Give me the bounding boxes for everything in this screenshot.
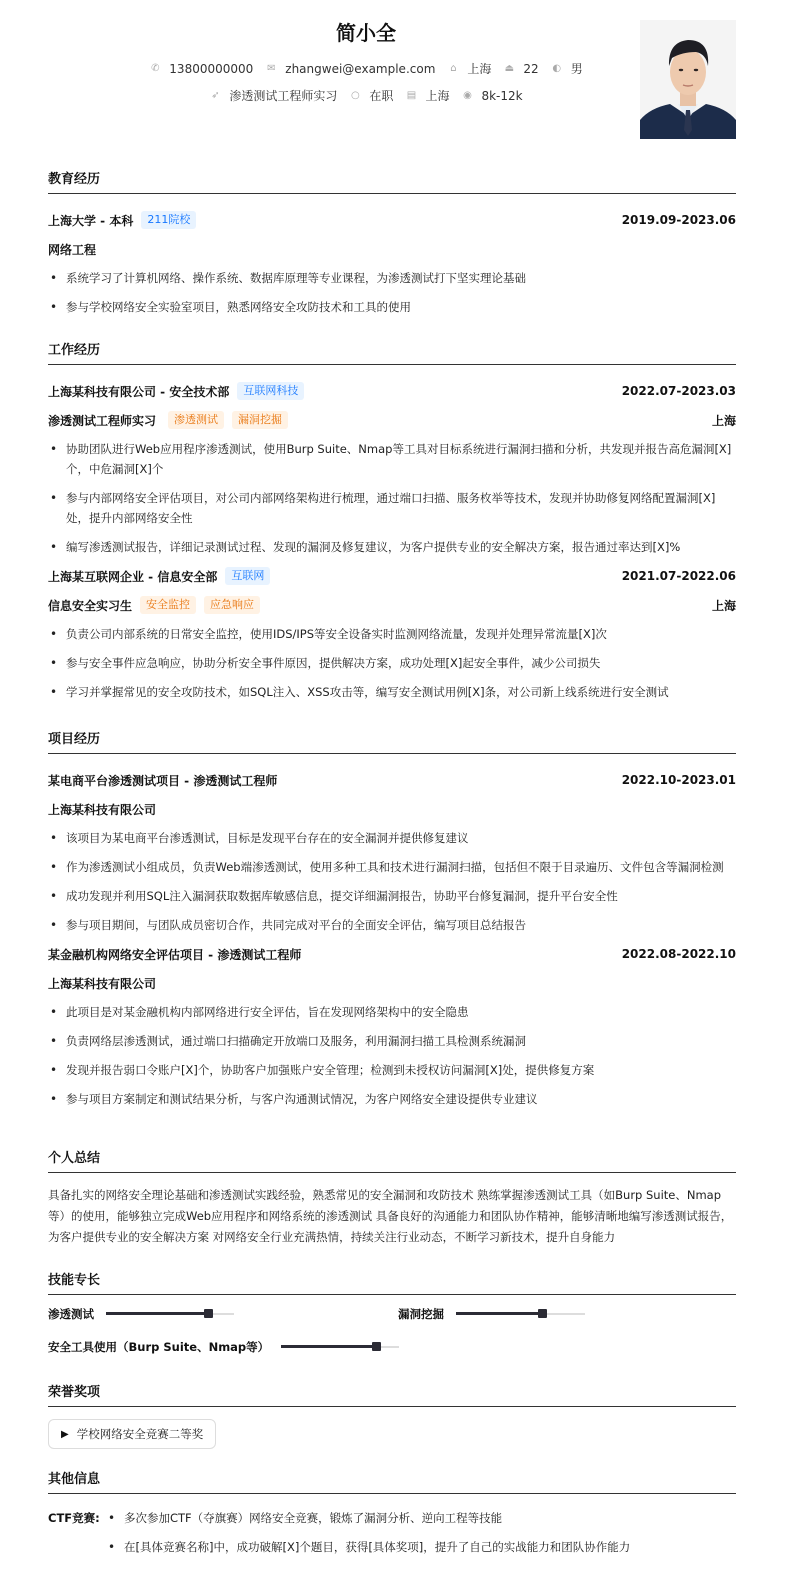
section-title-work: 工作经历 [48, 339, 736, 365]
target-job-value: 渗透测试工程师实习 [229, 89, 338, 103]
work-item [48, 381, 736, 557]
resume-page [48, 0, 736, 1554]
skill-name: 安全工具使用（Burp Suite、Nmap等） [48, 1340, 270, 1354]
project-bullets [48, 828, 736, 935]
gender-icon: ◐ [552, 63, 562, 74]
other-section [48, 1468, 736, 1566]
role-tag: 安全监控 [140, 596, 196, 614]
list-item: • 多次参加CTF（夺旗赛）网络安全竞赛，锻炼了漏洞分析、逆向工程等技能 [106, 1508, 736, 1528]
info-email [265, 62, 435, 76]
info-city [405, 87, 449, 104]
work-location: 上海 [711, 413, 736, 428]
target-job-icon: ➶ [211, 90, 220, 101]
candidate-name: 简小全 [336, 21, 396, 45]
contact-row [48, 60, 684, 77]
work-section [48, 339, 736, 711]
expand-triangle-icon: ▶ [61, 1428, 69, 1440]
company-name: 上海某互联网企业 - 信息安全部 [48, 569, 218, 584]
company-name: 上海某科技有限公司 - 安全技术部 [48, 384, 230, 399]
project-name: 某电商平台渗透测试项目 - 渗透测试工程师 [48, 773, 278, 788]
education-section [48, 168, 736, 326]
age-value: 22 [523, 61, 539, 76]
other-ctf [48, 1508, 736, 1566]
projects-section [48, 728, 736, 1118]
education-date: 2019.09-2023.06 [621, 213, 736, 227]
salary-icon: ◉ [463, 90, 472, 101]
resume-header [48, 0, 736, 160]
section-title-projects: 项目经历 [48, 728, 736, 754]
city-icon: ▤ [406, 90, 417, 101]
project-item [48, 944, 736, 1109]
project-item [48, 770, 736, 935]
project-header-row [48, 944, 736, 964]
salary-value: 8k-12k [481, 88, 523, 103]
school-name: 上海大学 - 本科 [48, 213, 134, 228]
skill-level-slider[interactable] [456, 1313, 585, 1315]
skills-section [48, 1269, 736, 1295]
skill-level-slider[interactable] [106, 1313, 234, 1315]
skill-item [398, 1306, 585, 1322]
school-tag: 211院校 [141, 211, 196, 229]
skill-level-thumb[interactable] [538, 1309, 547, 1318]
status-icon: ○ [351, 90, 360, 101]
info-gender [551, 60, 583, 77]
industry-tag: 互联网 [225, 567, 270, 585]
info-status [349, 87, 393, 104]
section-title-education: 教育经历 [48, 168, 736, 194]
honor-item[interactable] [48, 1419, 216, 1449]
project-date: 2022.10-2023.01 [621, 773, 736, 787]
age-icon: ⏏ [504, 63, 515, 74]
honors-section [48, 1381, 736, 1449]
status-value: 在职 [369, 89, 394, 103]
work-role-row [48, 595, 736, 615]
info-target-job [209, 87, 337, 104]
skill-item [48, 1306, 234, 1322]
role-name: 信息安全实习生 [48, 598, 133, 613]
list-item: • 此项目是对某金融机构内部网络进行安全评估，旨在发现网络架构中的安全隐患 [48, 1002, 736, 1022]
list-item: • 编写渗透测试报告，详细记录测试过程、发现的漏洞及修复建议，为客户提供专业的安全解决方案，报告通过率达到[X]% [48, 537, 736, 557]
summary-section [48, 1147, 736, 1248]
list-item: • 作为渗透测试小组成员，负责Web端渗透测试，使用多种工具和技术进行漏洞扫描，包括但不限于目录遍历、文件包含等漏洞检测 [48, 857, 736, 877]
project-company: 上海某科技有限公司 [48, 976, 157, 991]
info-salary [461, 89, 522, 103]
list-item: • 负责公司内部系统的日常安全监控，使用IDS/IPS等安全设备实时监测网络流量，发现并处理异常流量[X]次 [48, 624, 736, 644]
skill-item [48, 1339, 399, 1355]
city-value: 上海 [425, 89, 450, 103]
list-item: • 协助团队进行Web应用程序渗透测试，使用Burp Suite、Nmap等工具对目标系统进行漏洞扫描和分析，共发现并报告高危漏洞[X]个，中危漏洞[X]个 [48, 439, 736, 479]
info-phone [149, 62, 253, 76]
work-company-row [48, 566, 736, 586]
project-company-row [48, 799, 736, 819]
location-value: 上海 [467, 62, 492, 76]
project-name: 某金融机构网络安全评估项目 - 渗透测试工程师 [48, 947, 302, 962]
project-header-row [48, 770, 736, 790]
phone-icon: ✆ [151, 63, 160, 74]
home-icon: ⌂ [450, 63, 457, 74]
project-bullets [48, 1002, 736, 1109]
mail-icon: ✉ [267, 63, 276, 74]
skill-level-fill [106, 1312, 208, 1315]
work-date: 2022.07-2023.03 [621, 384, 736, 398]
list-item: • 学习并掌握常见的安全攻防技术，如SQL注入、XSS攻击等，编写安全测试用例[X]条，对公司新上线系统进行安全测试 [48, 682, 736, 702]
other-bullets [106, 1508, 736, 1566]
skill-level-thumb[interactable] [372, 1342, 381, 1351]
role-name: 渗透测试工程师实习 [48, 413, 157, 428]
skill-level-thumb[interactable] [204, 1309, 213, 1318]
skill-level-fill [281, 1345, 375, 1348]
section-title-honors: 荣誉奖项 [48, 1381, 736, 1407]
honor-label: 学校网络安全竞赛二等奖 [76, 1427, 204, 1441]
major: 网络工程 [48, 242, 97, 257]
info-age [503, 62, 538, 76]
avatar-photo [640, 20, 736, 139]
work-bullets [48, 624, 736, 702]
skill-name: 漏洞挖掘 [398, 1307, 444, 1321]
list-item: • 系统学习了计算机网络、操作系统、数据库原理等专业课程，为渗透测试打下坚实理论基础 [48, 268, 736, 288]
intent-row [48, 87, 684, 104]
list-item: • 发现并报告弱口令账户[X]个，协助客户加强账户安全管理；检测到未授权访问漏洞[X]处，提供修复方案 [48, 1060, 736, 1080]
gender-value: 男 [570, 62, 583, 76]
list-item: • 参与内部网络安全评估项目，对公司内部网络架构进行梳理，通过端口扫描、服务枚举等技术，发现并协助修复网络配置漏洞[X]处，提升内部网络安全性 [48, 488, 736, 528]
education-bullets [48, 268, 736, 317]
industry-tag: 互联网科技 [237, 382, 304, 400]
education-header-row [48, 210, 736, 230]
list-item: • 在[具体竞赛名称]中，成功破解[X]个题目，获得[具体奖项]，提升了自己的实战能力和团队协作能力 [106, 1537, 736, 1557]
role-tag: 应急响应 [204, 596, 260, 614]
work-role-row [48, 410, 736, 430]
work-date: 2021.07-2022.06 [621, 569, 736, 583]
list-item: • 负责网络层渗透测试，通过端口扫描确定开放端口及服务，利用漏洞扫描工具检测系统漏洞 [48, 1031, 736, 1051]
summary-text: 具备扎实的网络安全理论基础和渗透测试实践经验，熟悉常见的安全漏洞和攻防技术 熟练掌握渗透测试工具（如Burp Suite、Nmap等）的使用，能够独立完成Web应用程序和网络系统的渗透测试 具备良好的沟通能力和团队协作精神，能够清晰地编写渗透测试报告，为客户提供专业的安全解决方案 对网络安全行业充满热情，持续关注行业动态，不断学习新技术，提升自身能力 [48, 1188, 733, 1244]
section-title-skills: 技能专长 [48, 1269, 736, 1295]
list-item: • 参与项目期间，与团队成员密切合作，共同完成对平台的全面安全评估，编写项目总结报告 [48, 915, 736, 935]
list-item: • 该项目为某电商平台渗透测试，目标是发现平台存在的安全漏洞并提供修复建议 [48, 828, 736, 848]
email-value: zhangwei@example.com [285, 61, 436, 76]
major-row [48, 239, 736, 259]
list-item: • 参与项目方案制定和测试结果分析，与客户沟通测试情况，为客户网络安全建设提供专业建议 [48, 1089, 736, 1109]
list-item: • 成功发现并利用SQL注入漏洞获取数据库敏感信息，提交详细漏洞报告，协助平台修复漏洞，提升平台安全性 [48, 886, 736, 906]
role-tag: 漏洞挖掘 [232, 411, 288, 429]
work-item [48, 566, 736, 702]
info-location [447, 60, 491, 77]
work-bullets [48, 439, 736, 557]
skill-name: 渗透测试 [48, 1307, 94, 1321]
skill-level-slider[interactable] [281, 1346, 399, 1348]
skill-level-fill [456, 1312, 542, 1315]
work-location: 上海 [711, 598, 736, 613]
role-tag: 渗透测试 [168, 411, 224, 429]
list-item: • 参与安全事件应急响应，协助分析安全事件原因，提供解决方案，成功处理[X]起安全事件，减少公司损失 [48, 653, 736, 673]
section-title-other: 其他信息 [48, 1468, 736, 1494]
phone-value: 13800000000 [169, 61, 254, 76]
project-company-row [48, 973, 736, 993]
section-title-summary: 个人总结 [48, 1147, 736, 1173]
list-item: • 参与学校网络安全实验室项目，熟悉网络安全攻防技术和工具的使用 [48, 297, 736, 317]
portrait-image [640, 20, 736, 139]
other-label: CTF竞赛: [48, 1511, 100, 1525]
project-date: 2022.08-2022.10 [621, 947, 736, 961]
project-company: 上海某科技有限公司 [48, 802, 157, 817]
work-company-row [48, 381, 736, 401]
